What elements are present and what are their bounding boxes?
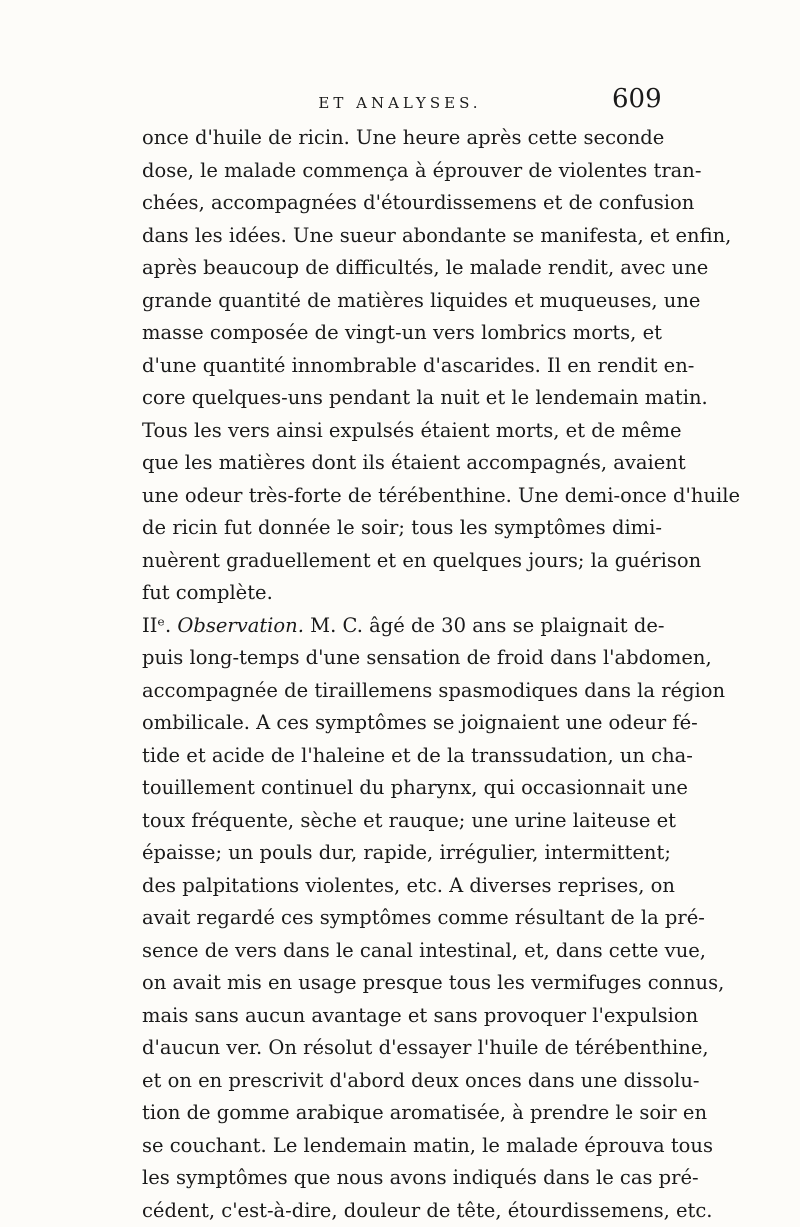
text-line: après beaucoup de difficultés, le malade rendit, avec une — [142, 252, 662, 285]
text-line: avait regardé ces symptômes comme résultant de la pré- — [142, 902, 662, 935]
text-line: core quelques-uns pendant la nuit et le lendemain matin. — [142, 382, 662, 415]
text-line: tion de gomme arabique aromatisée, à prendre le soir en — [142, 1097, 662, 1130]
observation-first-line: M. C. âgé de 30 ans se plaignait de- — [310, 614, 664, 637]
text-line: dans les idées. Une sueur abondante se manifesta, et enfin, — [142, 220, 662, 253]
running-title: ET ANALYSES. — [0, 94, 800, 112]
text-line: mais sans aucun avantage et sans provoquer l'expulsion — [142, 1000, 662, 1033]
text-line: puis long-temps d'une sensation de froid dans l'abdomen, — [142, 642, 662, 675]
observation-title: Observation. — [177, 614, 304, 637]
text-line: fut complète. — [142, 577, 662, 610]
text-line: accompagnée de tiraillemens spasmodiques dans la région — [142, 675, 662, 708]
text-line: once d'huile de ricin. Une heure après cette seconde — [142, 122, 662, 155]
text-line: chées, accompagnées d'étourdissemens et de confusion — [142, 187, 662, 220]
text-line: et on en prescrivit d'abord deux onces dans une dissolu- — [142, 1065, 662, 1098]
observation-number: IIᵉ. — [142, 614, 171, 637]
text-line: que les matières dont ils étaient accompagnés, avaient — [142, 447, 662, 480]
text-line: masse composée de vingt-un vers lombrics morts, et — [142, 317, 662, 350]
text-line: de ricin fut donnée le soir; tous les symptômes dimi- — [142, 512, 662, 545]
text-line: toux fréquente, sèche et rauque; une urine laiteuse et — [142, 805, 662, 838]
text-line: touillement continuel du pharynx, qui occasionnait une — [142, 772, 662, 805]
text-line: cédent, c'est-à-dire, douleur de tête, étourdissemens, etc. — [142, 1195, 662, 1227]
text-line: des palpitations violentes, etc. A diverses reprises, on — [142, 870, 662, 903]
text-line: ombilicale. A ces symptômes se joignaient une odeur fé- — [142, 707, 662, 740]
page-number: 609 — [612, 84, 662, 114]
text-line: sence de vers dans le canal intestinal, et, dans cette vue, — [142, 935, 662, 968]
text-line: tide et acide de l'haleine et de la transsudation, un cha- — [142, 740, 662, 773]
body-text — [142, 122, 662, 1227]
text-line: épaisse; un pouls dur, rapide, irrégulier, intermittent; — [142, 837, 662, 870]
text-line: les symptômes que nous avons indiqués dans le cas pré- — [142, 1162, 662, 1195]
text-line: nuèrent graduellement et en quelques jours; la guérison — [142, 545, 662, 578]
text-line: se couchant. Le lendemain matin, le malade éprouva tous — [142, 1130, 662, 1163]
text-line: Tous les vers ainsi expulsés étaient morts, et de même — [142, 415, 662, 448]
text-line: grande quantité de matières liquides et muqueuses, une — [142, 285, 662, 318]
text-line: dose, le malade commença à éprouver de violentes tran- — [142, 155, 662, 188]
text-line: on avait mis en usage presque tous les vermifuges connus, — [142, 967, 662, 1000]
text-line: d'aucun ver. On résolut d'essayer l'huile de térébenthine, — [142, 1032, 662, 1065]
text-line: une odeur très-forte de térébenthine. Une demi-once d'huile — [142, 480, 662, 513]
observation-heading-line — [142, 610, 662, 643]
text-line: d'une quantité innombrable d'ascarides. Il en rendit en- — [142, 350, 662, 383]
